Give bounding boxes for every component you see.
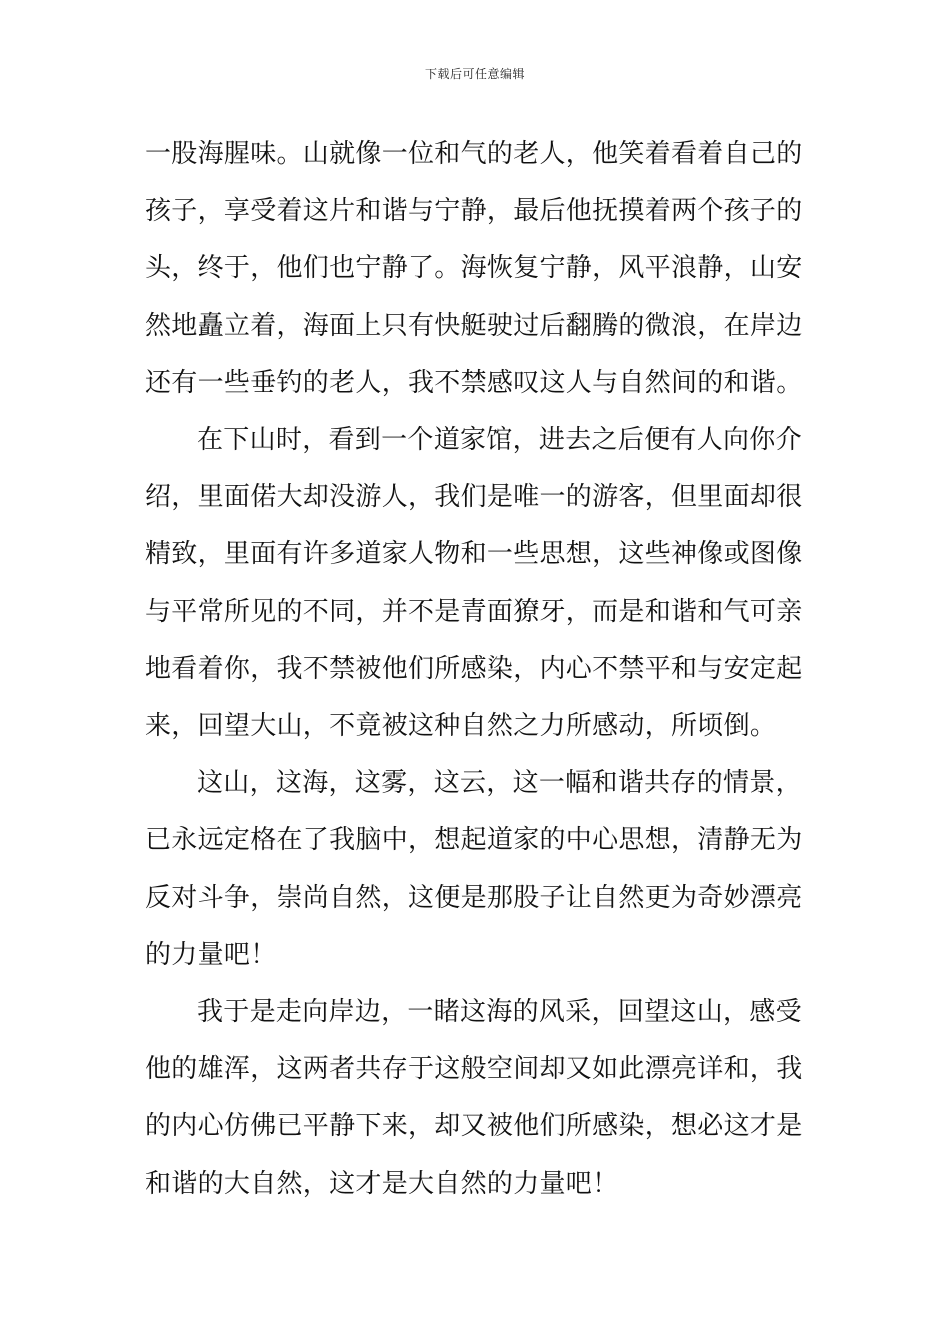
text-line: 来，回望大山，不竟被这种自然之力所感动，所顷倒。 <box>145 711 777 742</box>
text-line: 他的雄浑，这两者共存于这般空间却又如此漂亮详和，我 <box>145 1054 803 1085</box>
text-line: 一股海腥味。山就像一位和气的老人，他笑着看着自己的 <box>145 139 803 169</box>
text-line: 在下山时，看到一个道家馆，进去之后便有人向你介 <box>197 425 802 456</box>
text-line: 反对斗争，崇尚自然，这便是那股子让自然更为奇妙漂亮 <box>145 882 803 913</box>
paragraph <box>145 126 807 412</box>
text-line: 地看着你，我不禁被他们所感染，内心不禁平和与安定起 <box>145 653 803 684</box>
text-line: 已永远定格在了我脑中，想起道家的中心思想，清静无为 <box>145 825 803 856</box>
text-line: 头，终于，他们也宁静了。海恢复宁静，风平浪静，山安 <box>145 253 803 284</box>
text-line: 与平常所见的不同，并不是青面獠牙，而是和谐和气可亲 <box>145 596 803 627</box>
text-line: 还有一些垂钓的老人，我不禁感叹这人与自然间的和谐。 <box>145 367 803 398</box>
document-body <box>145 126 807 1213</box>
text-line: 我于是走向岸边，一睹这海的风采，回望这山，感受 <box>197 997 802 1028</box>
text-line: 这山，这海，这雾，这云，这一幅和谐共存的情景， <box>197 768 802 799</box>
paragraph <box>145 412 807 755</box>
text-line: 绍，里面偌大却没游人，我们是唯一的游客，但里面却很 <box>145 482 803 513</box>
paragraph <box>145 755 807 984</box>
page-header-note: 下载后可任意编辑 <box>424 67 525 81</box>
text-line: 和谐的大自然，这才是大自然的力量吧！ <box>145 1168 619 1199</box>
text-line: 精致，里面有许多道家人物和一些思想，这些神像或图像 <box>145 539 803 570</box>
text-line: 孩子，享受着这片和谐与宁静，最后他抚摸着两个孩子的 <box>145 196 803 227</box>
text-line: 的力量吧！ <box>145 939 277 970</box>
text-line: 的内心仿佛已平静下来，却又被他们所感染，想必这才是 <box>145 1111 803 1142</box>
paragraph <box>145 984 807 1213</box>
text-line: 然地矗立着，海面上只有快艇驶过后翻腾的微浪，在岸边 <box>145 310 803 341</box>
